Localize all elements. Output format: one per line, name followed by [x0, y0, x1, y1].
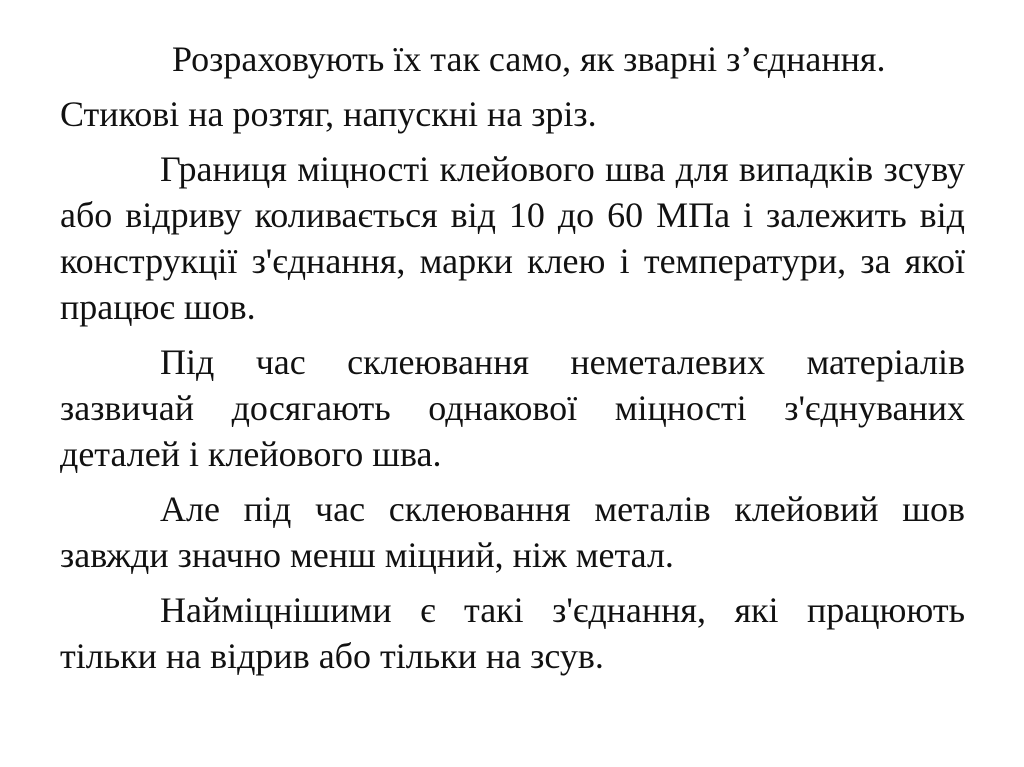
paragraph-nonmetal-bonding: Під час склеювання неметалевих матеріалів зазвичай досягають однакової міцності з'єднуваних деталей і клейового шва. — [60, 342, 965, 474]
paragraph-strongest-joints: Найміцнішими є такі з'єднання, які працюють тільки на відрив або тільки на зсув. — [60, 590, 965, 676]
paragraph-strength-limit: Границя міцності клейового шва для випадків зсуву або відриву коливається від 10 до 60 МПа і залежить від конструкції з'єднання, марки клею і температури, за якої працює шов. — [60, 149, 965, 327]
paragraph-metal-bonding: Але під час склеювання металів клейовий шов завжди значно менш міцний, ніж метал. — [60, 489, 965, 575]
paragraph-calculation: Розраховують їх так само, як зварні з’єднання. — [172, 39, 886, 79]
paragraph-joint-types: Стикові на розтяг, напускні на зріз. — [60, 94, 597, 134]
slide-body — [60, 36, 965, 688]
